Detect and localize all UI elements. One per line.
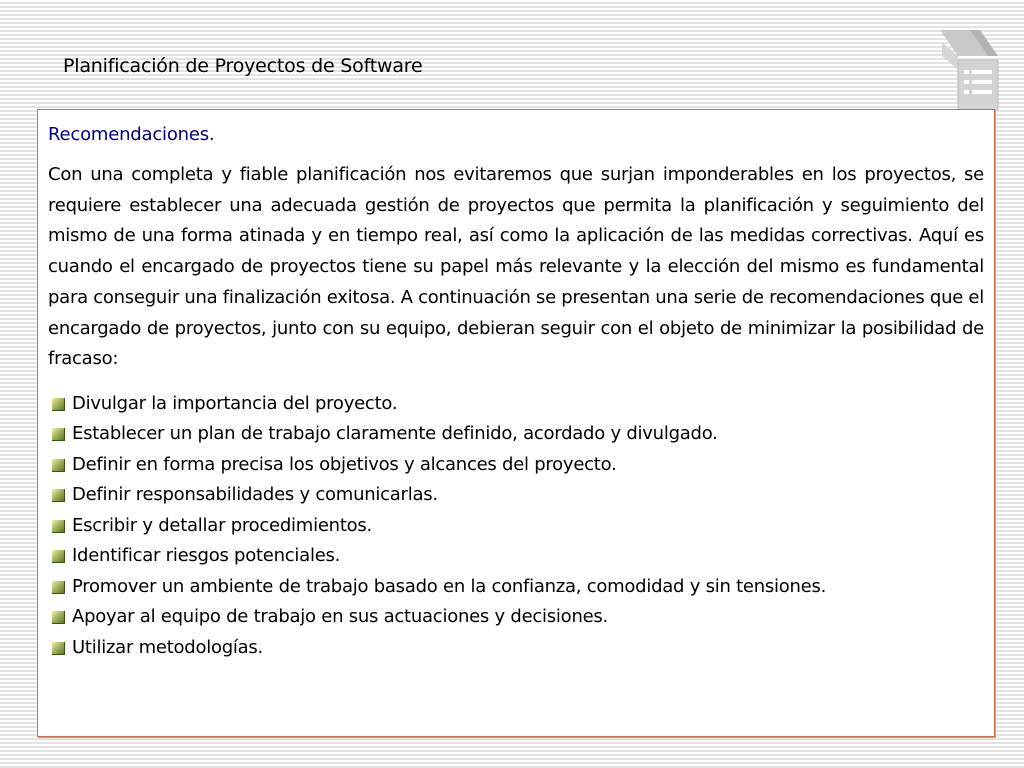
slide-title: Planificación de Proyectos de Software (63, 55, 423, 77)
list-item-text: Escribir y detallar procedimientos. (72, 514, 372, 536)
square-bullet-icon (52, 611, 65, 624)
square-bullet-icon (52, 459, 65, 472)
list-item-text: Identificar riesgos potenciales. (72, 545, 341, 567)
square-bullet-icon (52, 520, 65, 533)
list-item-text: Divulgar la importancia del proyecto. (72, 392, 398, 414)
content-box (37, 109, 995, 737)
list-item (48, 572, 984, 603)
square-bullet-icon (52, 642, 65, 655)
list-item (48, 450, 984, 481)
list-item-text: Definir en forma precisa los objetivos y alcances del proyecto. (72, 453, 617, 475)
list-item (48, 389, 984, 420)
list-item-text: Utilizar metodologías. (72, 636, 264, 658)
section-heading: Recomendaciones. (48, 124, 215, 145)
list-item (48, 419, 984, 450)
list-item-text: Promover un ambiente de trabajo basado en la confianza, comodidad y sin tensiones. (72, 575, 827, 597)
list-item (48, 633, 984, 664)
list-item-text: Establecer un plan de trabajo claramente definido, acordado y divulgado. (72, 423, 718, 445)
list-item-text: Apoyar al equipo de trabajo en sus actuaciones y decisiones. (72, 606, 609, 628)
list-item (48, 602, 984, 633)
recommendations-list (48, 389, 984, 664)
intro-paragraph: Con una completa y fiable planificación nos evitaremos que surjan imponderables en los proyectos, se requiere establecer una adecuada gestión de proyectos que permita la planificación y seguimiento del mismo de una forma atinada y en tiempo real, así como la aplicación de las medidas correctivas. Aquí es cuando el encargado de proyectos tiene su papel más relevante y la elección del mismo es fundamental para conseguir una finalización exitosa. A continuación se presentan una serie de recomendaciones que el encargado de proyectos, junto con su equipo, debieran seguir con el objeto de minimizar la posibilidad de fracaso: (48, 164, 984, 370)
list-item (48, 480, 984, 511)
square-bullet-icon (52, 550, 65, 563)
list-item (48, 541, 984, 572)
list-item-text: Definir responsabilidades y comunicarlas. (72, 484, 438, 506)
list-item (48, 511, 984, 542)
square-bullet-icon (52, 398, 65, 411)
square-bullet-icon (52, 428, 65, 441)
square-bullet-icon (52, 489, 65, 502)
document-logo-icon (934, 26, 1002, 114)
square-bullet-icon (52, 581, 65, 594)
